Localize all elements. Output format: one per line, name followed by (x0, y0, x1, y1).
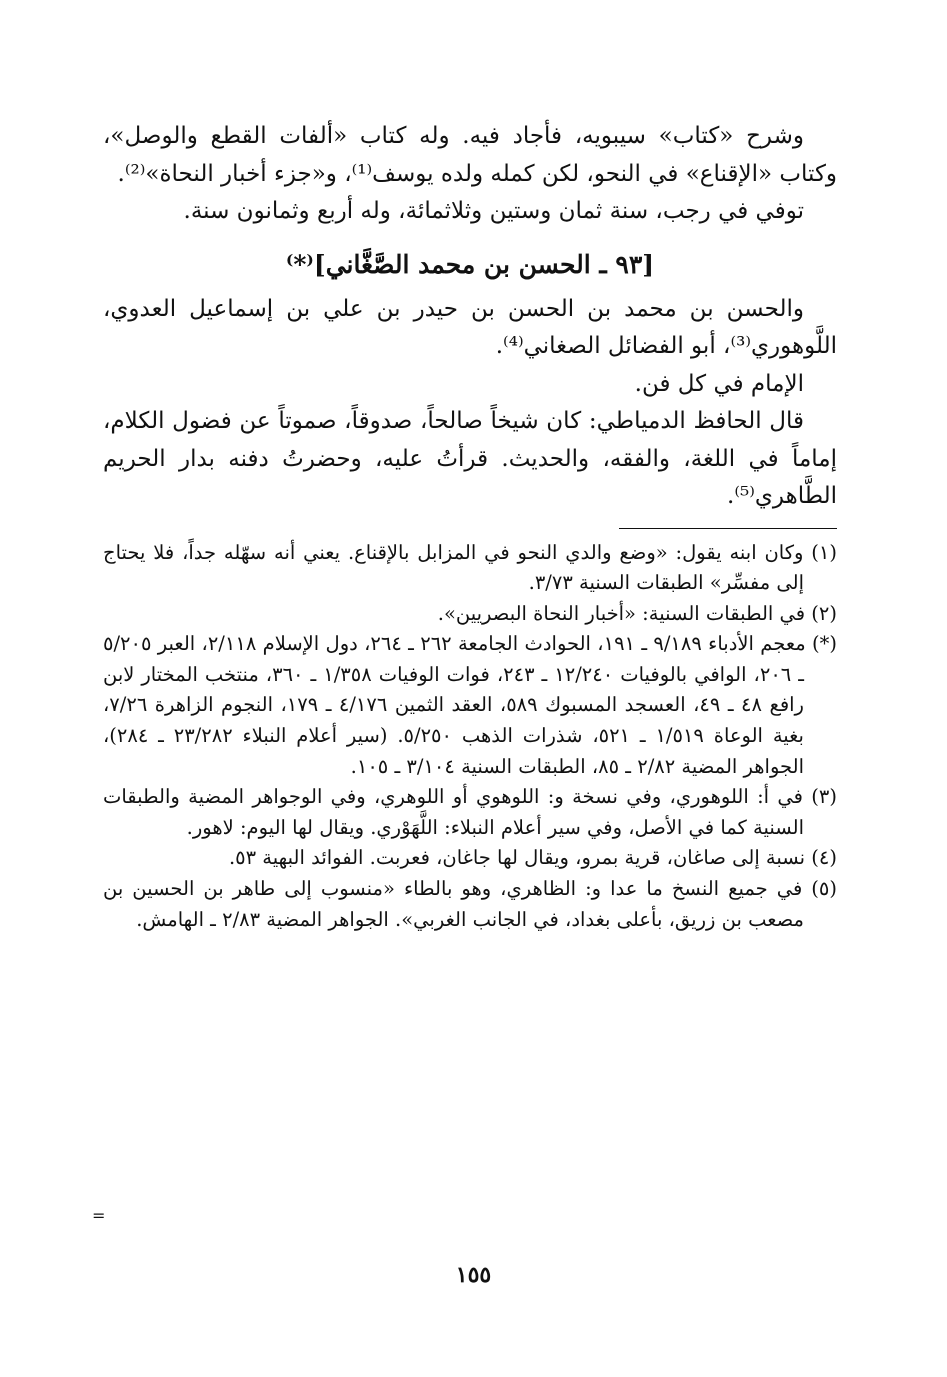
entry-heading: [٩٣ ـ الحسن بن محمد الصَّغَّاني]⁽*⁾ (285, 249, 655, 279)
paragraph: والحسن بن محمد بن الحسن بن حيدر بن علي بن إسماعيل العدوي، اللَّوهوري⁽³⁾، أبو الفضائل الصغاني⁽⁴⁾. (103, 295, 837, 359)
footnote: (٢) في الطبقات السنية: «أخبار النحاة البصريين». (437, 601, 837, 625)
paragraph: الإمام في كل فن. (634, 370, 804, 397)
page-number: ١٥٥ (455, 1262, 492, 1288)
footnote: (٥) في جميع النسخ ما عدا و: الظاهري، وهو بالطاء «منسوب إلى طاهر بن الحسين بن مصعب بن زريق، بأعلى بغداد، في الجانب الغربي». الجواهر المضية ٢/٨٣ ـ الهامش. (103, 877, 837, 931)
paragraph: توفي في رجب، سنة ثمان وستين وثلاثمائة، وله أربع وثمانون سنة. (183, 198, 804, 224)
page-content (103, 118, 837, 935)
footnote: (٤) نسبة إلى صاغان، قرية بمرو، ويقال لها جاغان، فعربت. الفوائد البهية ٥٣. (228, 846, 837, 870)
paragraph: وشرح «كتاب» سيبويه، فأجاد فيه. وله كتاب «ألفات القطع والوصل»، وكتاب «الإقناع» في النحو، لكن كمله ولده يوسف⁽¹⁾، و«جزء أخبار النحاة»⁽²⁾. (103, 123, 837, 187)
footnote: (١) وكان ابنه يقول: «وضع والدي النحو في المزابل بالإقناع. يعني أنه سهّله جداً، فلا يحتاج إلى مفسِّر» الطبقات السنية ٣/٧٣. (103, 540, 837, 595)
footnote-separator (619, 528, 837, 529)
continuation-mark: = (92, 1206, 106, 1225)
paragraph: قال الحافظ الدمياطي: كان شيخاً صالحاً، صدوقاً، صموتاً عن فضول الكلام، إماماً في اللغة، والفقه، والحديث. قرأتُ عليه، وحضرتُ دفنه بدار الحريم الطَّاهري⁽⁵⁾. (103, 408, 837, 509)
footnote: (*) معجم الأدباء ٩/١٨٩ ـ ١٩١، الحوادث الجامعة ٢٦٢ ـ ٢٦٤، دول الإسلام ٢/١١٨، العبر ٥/٢٠٥ ـ ٢٠٦، الوافي بالوفيات ١٢/٢٤٠ ـ ٢٤٣، فوات الوفيات ١/٣٥٨ ـ ٣٦٠، منتخب المختار لابن رافع ٤٨ ـ ٤٩، العسجد المسبوك ٥٨٩، العقد الثمين ٤/١٧٦ ـ ١٧٩، النجوم الزاهرة ٧/٢٦، بغية الوعاة ١/٥١٩ ـ ٥٢١، شذرات الذهب ٥/٢٥٠. (سير أعلام النبلاء ٢٣/٢٨٢ ـ ٢٨٤)، الجواهر المضية ٢/٨٢ ـ ٨٥، الطبقات السنية ٣/١٠٤ ـ ١٠٥. (103, 632, 837, 778)
footnotes (103, 538, 837, 936)
main-text (103, 118, 837, 516)
footnote: (٣) في أ: اللوهوري، وفي نسخة و: اللوهوي أو اللوهري، وفي الوجواهر المضية والطبقات السنية كما في الأصل، وفي سير أعلام النبلاء: اللَّهَوْري. ويقال لها اليوم: لاهور. (103, 785, 837, 839)
